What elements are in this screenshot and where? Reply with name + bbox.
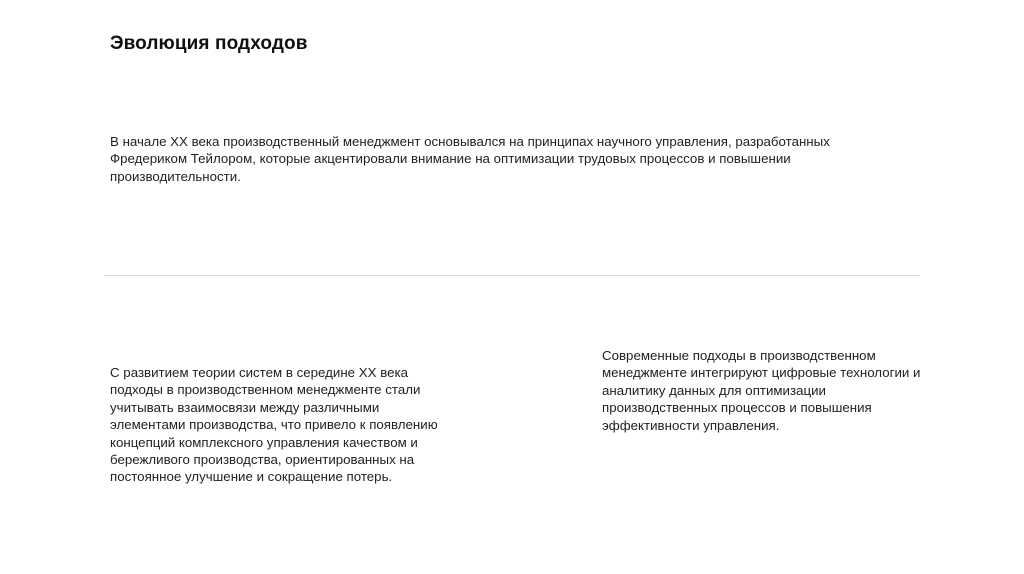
left-paragraph: С развитием теории систем в середине XX века подходы в производственном менеджменте стали учитывать взаимосвязи между различными элементами производства, что привело к появлению концепций комплексного управления качеством и бережливого производства, ориентированных на постоянное улучшение и сокращение потерь.	[110, 365, 438, 485]
slide-title: Эволюция подходов	[110, 33, 308, 54]
right-paragraph: Современные подходы в производственном менеджменте интегрируют цифровые технологии и аналитику данных для оптимизации производственных процессов и повышения эффективности управления.	[602, 348, 921, 433]
divider	[104, 275, 920, 276]
intro-paragraph: В начале XX века производственный менеджмент основывался на принципах научного управления, разработанных Фредериком Тейлором, которые акцентировали внимание на оптимизации трудовых процессов и повышении производительности.	[110, 134, 830, 184]
